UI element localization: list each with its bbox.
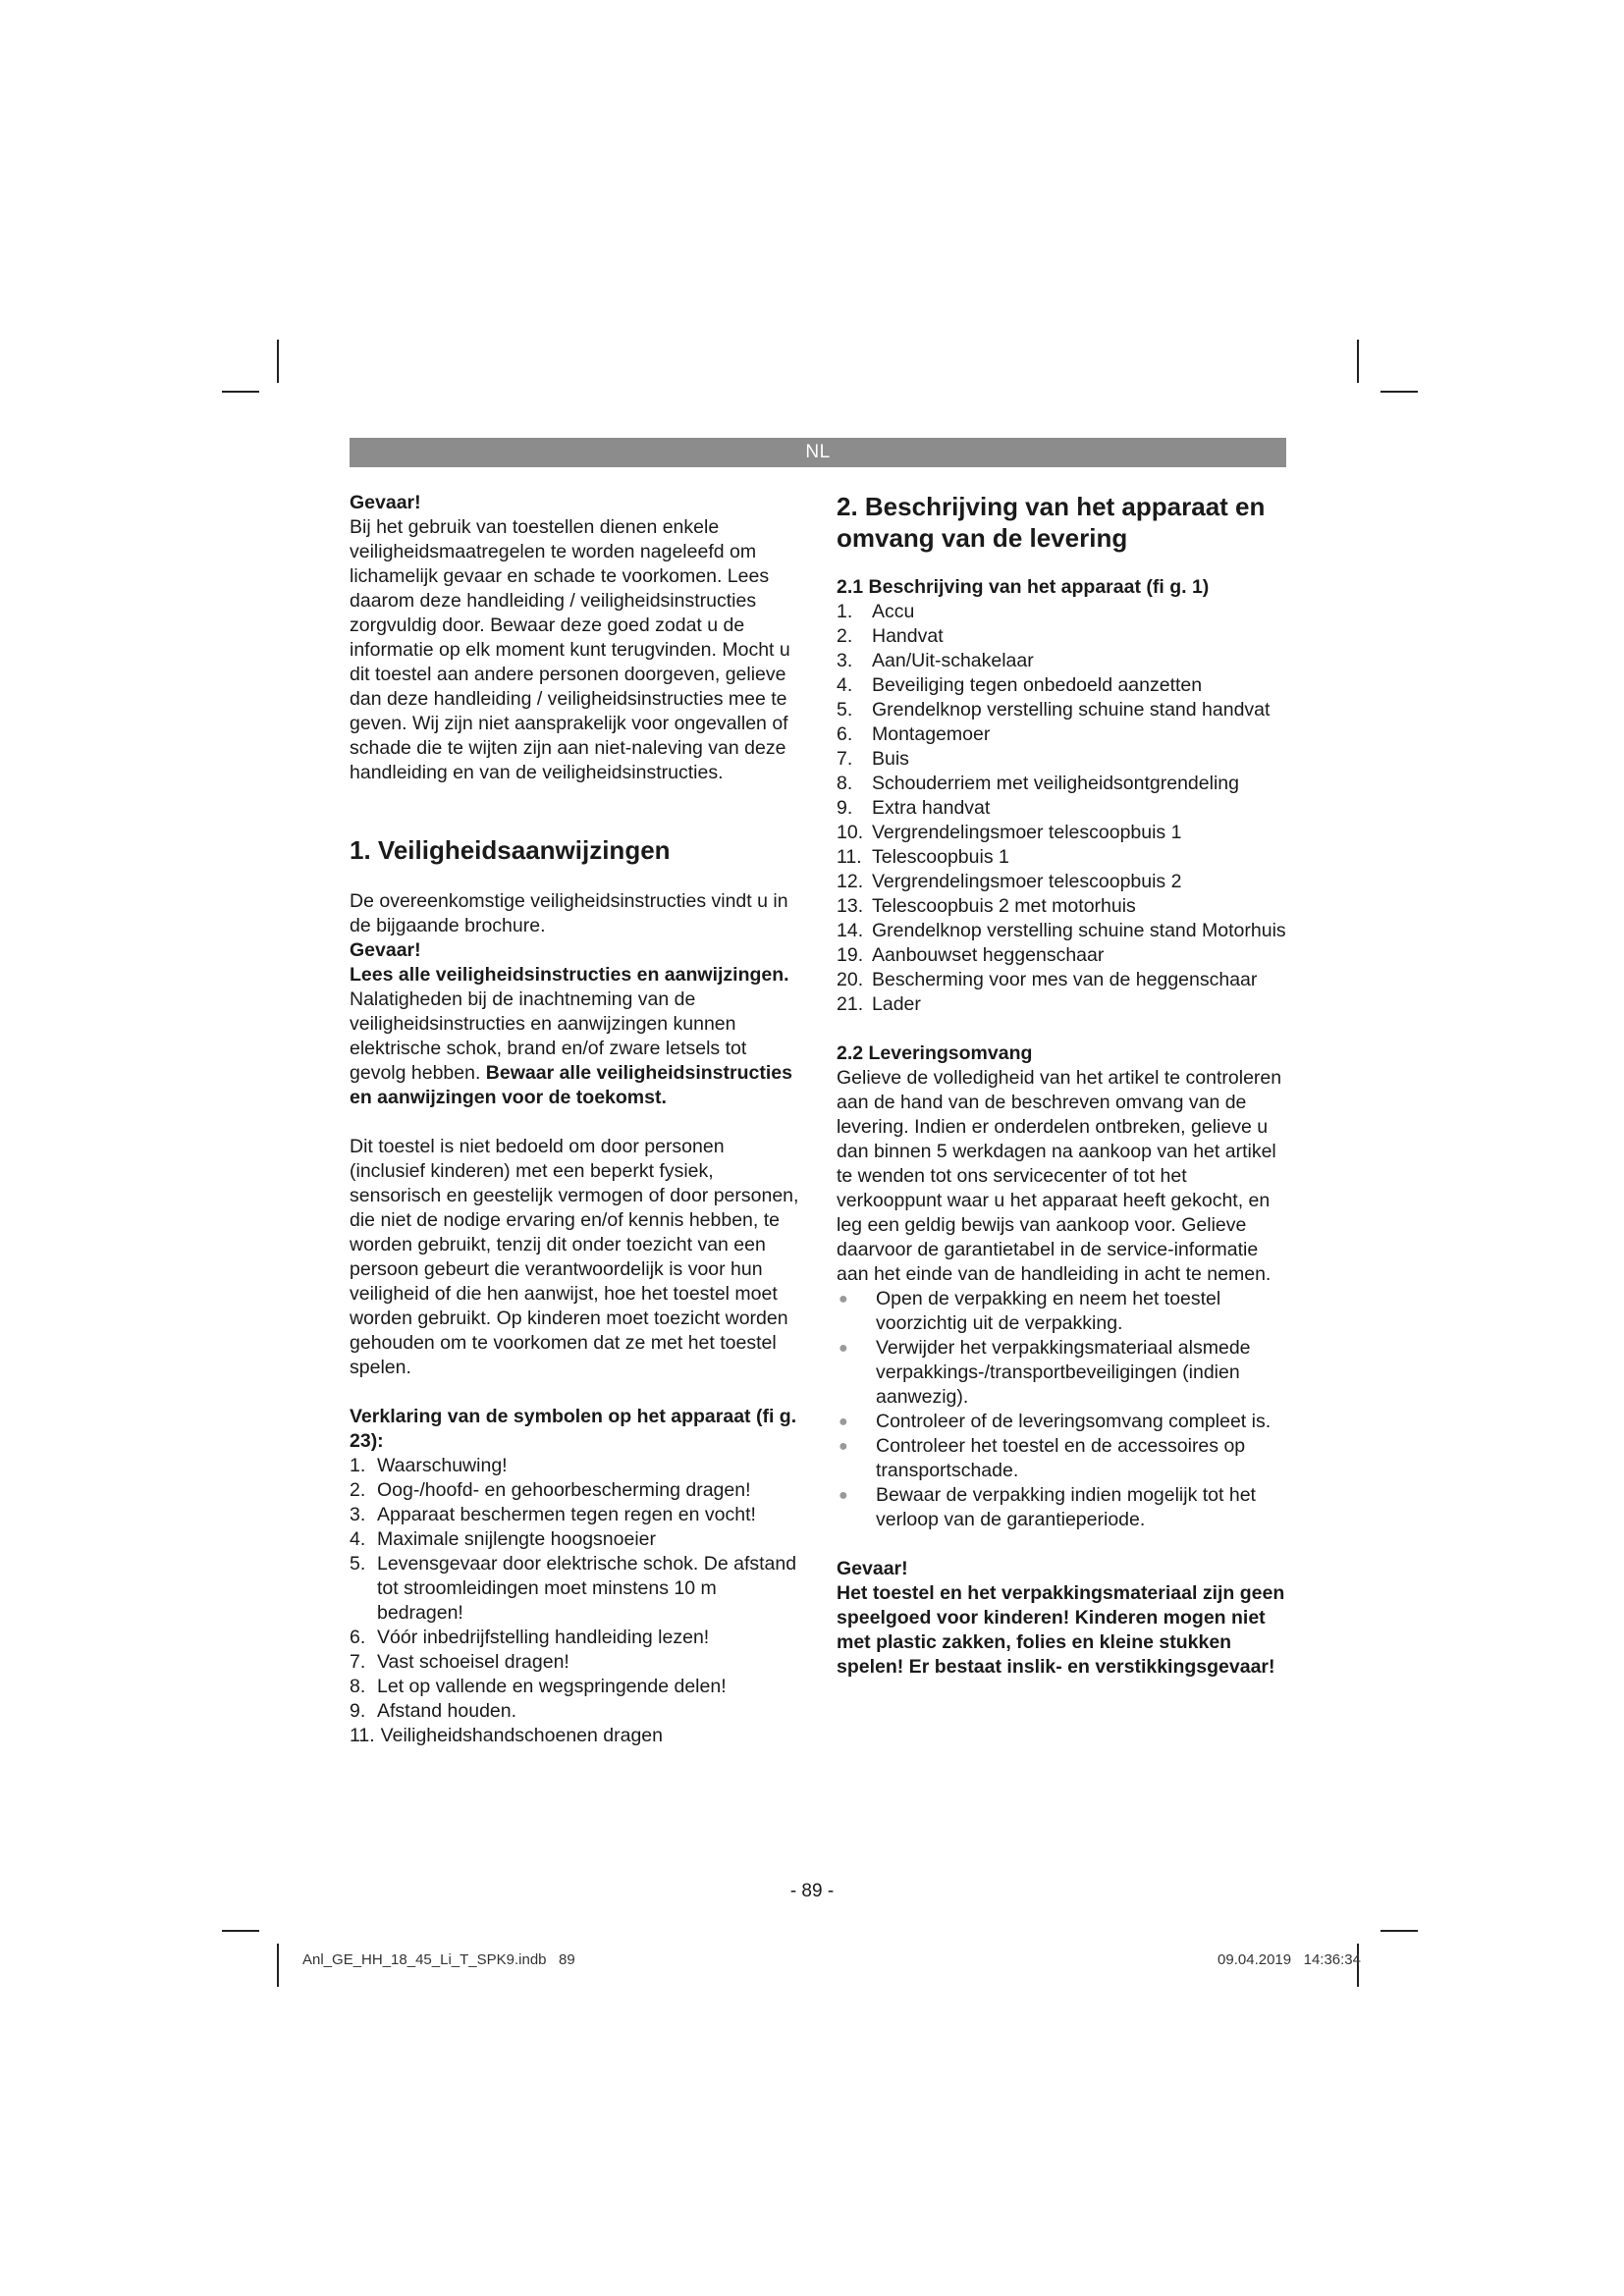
bullet-icon: ● — [839, 1414, 848, 1430]
crop-mark-top-left-v — [277, 340, 279, 383]
list-item: 2. Handvat — [837, 625, 944, 647]
warning-heading-3: Gevaar! — [837, 1558, 908, 1579]
list-item: 4. Beveiliging tegen onbedoeld aanzetten — [837, 674, 1203, 696]
list-item: 10. Vergrendelingsmoer telescoopbuis 1 — [837, 822, 1182, 843]
list-item: 13. Telescoopbuis 2 met motorhuis — [837, 895, 1136, 917]
symbols-list — [350, 1454, 803, 1748]
crop-mark-top-right-h — [1380, 391, 1418, 393]
list-item: 9. Extra handvat — [837, 797, 991, 819]
bullet-icon: ● — [839, 1291, 848, 1308]
bullet-icon: ● — [839, 1487, 848, 1504]
left-column — [350, 491, 803, 1748]
children-paragraph: Dit toestel is niet bedoeld om door personen (inclusief kinderen) met een beperkt fysiek, sensorisch en geestelijk vermogen of door personen, die niet de nodige ervaring en/of kennis hebben, te worden gebruikt, tenzij dit onder toezicht van een persoon gebeurt die verantwoordelijk is voor hun veiligheid of die hen aanwijst, hoe het toestel moet worden gebruikt. Op kinderen moet toezicht worden gehouden om te voorkomen dat ze met het toestel spelen. — [350, 1136, 799, 1378]
crop-mark-bottom-left-v — [277, 1944, 279, 1987]
list-item: 7. Buis — [837, 748, 909, 770]
bullet-icon: ● — [839, 1438, 848, 1455]
list-item: 7. Vast schoeisel dragen! — [350, 1651, 569, 1673]
list-item: ● Verwijder het verpakkingsmateriaal alsmede verpakkings-/transportbeveiligingen (indien aanwezig). — [839, 1337, 1251, 1408]
list-item: ● Controleer het toestel en de accessoires op transportschade. — [839, 1435, 1246, 1481]
right-column — [837, 491, 1290, 1680]
crop-mark-top-right-v — [1357, 340, 1359, 383]
warning-2-text: Nalatigheden bij de inachtneming van de veiligheidsinstructies en aanwijzingen kunnen elektrische schok, brand en/of zware letsels tot gevolg hebben. — [350, 988, 747, 1084]
list-item: 12. Vergrendelingsmoer telescoopbuis 2 — [837, 871, 1182, 892]
list-item: 1. Waarschuwing! — [350, 1455, 508, 1476]
language-header-bar: NL — [350, 438, 1286, 467]
subsection-2-1-title: 2.1 Beschrijving van het apparaat (fi g. 1) — [837, 576, 1210, 598]
list-item: 6. Vóór inbedrijfstelling handleiding lezen! — [350, 1627, 710, 1648]
list-item: 5. Levensgevaar door elektrische schok. De afstand tot stroomleidingen moet minstens 10 m bedragen! — [350, 1553, 797, 1624]
section-2-title: 2. Beschrijving van het apparaat en omvang van de levering — [837, 492, 1266, 553]
section-1-intro: De overeenkomstige veiligheidsinstructies vindt u in de bijgaande brochure. — [350, 890, 788, 936]
list-item: 20. Bescherming voor mes van de heggenschaar — [837, 969, 1258, 990]
list-item: ● Controleer of de leveringsomvang compleet is. — [839, 1411, 1272, 1432]
list-item: 5. Grendelknop verstelling schuine stand handvat — [837, 699, 1271, 721]
list-item: 9. Afstand houden. — [350, 1700, 517, 1722]
list-item: 3. Apparaat beschermen tegen regen en vocht! — [350, 1504, 756, 1525]
crop-mark-bottom-left-h — [222, 1930, 259, 1932]
list-item: 19. Aanbouwset heggenschaar — [837, 944, 1105, 966]
list-item: 11. Telescoopbuis 1 — [837, 846, 1009, 868]
subsection-2-2-title: 2.2 Leveringsomvang — [837, 1042, 1033, 1064]
section-1-title: 1. Veiligheidsaanwijzingen — [350, 835, 671, 865]
list-item: 11. Veiligheidshandschoenen dragen — [350, 1725, 663, 1746]
warning-2-paragraph — [350, 963, 803, 1110]
print-datetime: 09.04.2019 14:36:34 — [1218, 1951, 1361, 1968]
warning-heading: Gevaar! — [350, 492, 421, 513]
list-item: 4. Maximale snijlengte hoogsnoeier — [350, 1528, 656, 1550]
delivery-bullets — [837, 1287, 1290, 1532]
page-number: - 89 - — [789, 1881, 835, 1901]
warning-3-text: Het toestel en het verpakkingsmateriaal zijn geen speelgoed voor kinderen! Kinderen mogen niet met plastic zakken, folies en kleine stukken spelen! Er bestaat inslik- en verstikkingsgevaar! — [837, 1582, 1285, 1678]
list-item: ● Bewaar de verpakking indien mogelijk tot het verloop van de garantieperiode. — [839, 1484, 1256, 1530]
delivery-paragraph: Gelieve de volledigheid van het artikel te controleren aan de hand van de beschreven omvang van de levering. Indien er onderdelen ontbreken, gelieve u dan binnen 5 werkdagen na aankoop van het artikel te wenden tot ons servicecenter of tot het verkooppunt waar u het apparaat heeft gekocht, en leg een geldig bewijs van aankoop voor. Gelieve daarvoor de garantietabel in de service-informatie aan het einde van de handleiding in acht te nemen. — [837, 1067, 1282, 1285]
warning-heading-2: Gevaar! — [350, 939, 421, 961]
list-item: 6. Montagemoer — [837, 723, 991, 745]
print-file-name: Anl_GE_HH_18_45_Li_T_SPK9.indb 89 — [302, 1951, 575, 1968]
intro-paragraph: Bij het gebruik van toestellen dienen enkele veiligheidsmaatregelen te worden nageleefd om lichamelijk gevaar en schade te voorkomen. Lees daarom deze handleiding / veiligheidsinstructies zorgvuldig door. Bewaar deze goed zodat u de informatie op elk moment kunt terugvinden. Mocht u dit toestel aan andere personen doorgeven, gelieve dan deze handleiding / veiligheidsinstructies mee te geven. Wij zijn niet aansprakelijk voor ongevallen of schade die te wijten zijn aan niet-naleving van deze handleiding en van de veiligheidsinstructies. — [350, 516, 790, 783]
list-item: 8. Let op vallende en wegspringende delen! — [350, 1676, 727, 1697]
parts-list — [837, 600, 1290, 1017]
list-item: 14. Grendelknop verstelling schuine stand Motorhuis — [837, 920, 1286, 941]
bullet-icon: ● — [839, 1340, 848, 1357]
list-item: 1. Accu — [837, 601, 915, 622]
crop-mark-bottom-right-h — [1380, 1930, 1418, 1932]
warning-2-bold-lead: Lees alle veiligheidsinstructies en aanwijzingen. — [350, 964, 789, 986]
list-item: 8. Schouderriem met veiligheidsontgrendeling — [837, 773, 1239, 794]
symbols-heading: Verklaring van de symbolen op het apparaat (fi g. 23): — [350, 1406, 797, 1452]
crop-mark-top-left-h — [222, 391, 259, 393]
warning-2-bold-tail: Bewaar alle veiligheidsinstructies en aanwijzingen voor de toekomst. — [350, 1062, 792, 1108]
list-item: ● Open de verpakking en neem het toestel voorzichtig uit de verpakking. — [839, 1288, 1221, 1334]
list-item: 3. Aan/Uit-schakelaar — [837, 650, 1034, 671]
list-item: 21. Lader — [837, 993, 921, 1015]
list-item: 2. Oog-/hoofd- en gehoorbescherming dragen! — [350, 1479, 751, 1501]
